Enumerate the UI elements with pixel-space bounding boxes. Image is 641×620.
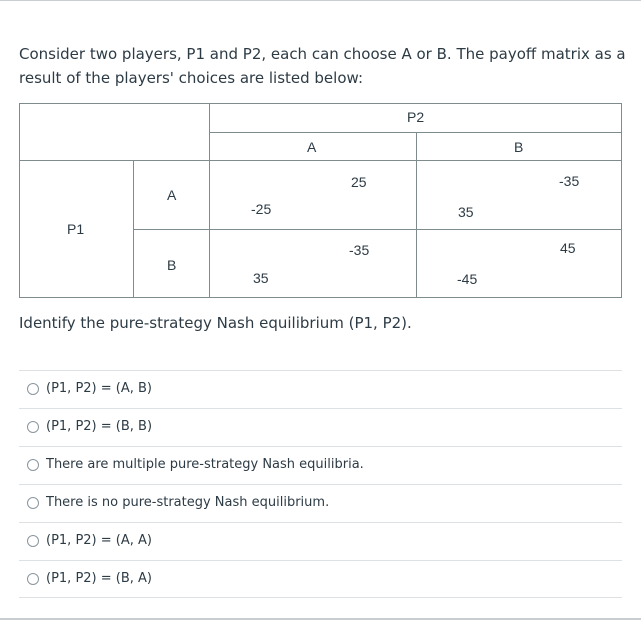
prompt-text: Identify the pure-strategy Nash equilibrium (P1, P2). (19, 314, 412, 332)
payoff-a-a-p2: 25 (351, 174, 367, 190)
answer-option-label[interactable]: (P1, P2) = (A, A) (46, 533, 152, 548)
answer-option[interactable] (19, 522, 622, 560)
payoff-cell-a-a (209, 160, 417, 230)
radio-button[interactable] (27, 573, 39, 585)
radio-button[interactable] (27, 459, 39, 471)
answer-option[interactable] (19, 484, 622, 522)
answer-option-label[interactable]: There is no pure-strategy Nash equilibrium. (46, 495, 330, 510)
answer-option[interactable] (19, 370, 622, 408)
radio-button[interactable] (27, 383, 39, 395)
answer-option-label[interactable]: (P1, P2) = (B, B) (46, 419, 153, 434)
payoff-b-b-p2: 45 (560, 240, 576, 256)
payoff-matrix (19, 103, 622, 298)
row-a-label: A (167, 187, 177, 203)
payoff-cell-a-b (416, 160, 622, 230)
answer-option-label[interactable]: (P1, P2) = (B, A) (46, 571, 153, 586)
answer-option-label[interactable]: (P1, P2) = (A, B) (46, 381, 153, 396)
p2-label: P2 (407, 109, 425, 125)
p1-header-cell (19, 160, 134, 298)
col-a-header-cell (209, 132, 417, 161)
row-b-header-cell (133, 229, 210, 298)
matrix-corner-cell (19, 103, 210, 161)
answer-option[interactable] (19, 560, 622, 598)
top-divider (0, 0, 641, 1)
payoff-b-a-p1: 35 (253, 270, 269, 286)
col-b-header-cell (416, 132, 622, 161)
payoff-a-b-p2: -35 (559, 173, 580, 189)
col-a-label: A (307, 139, 317, 155)
answer-option[interactable] (19, 446, 622, 484)
payoff-cell-b-a (209, 229, 417, 298)
radio-button[interactable] (27, 497, 39, 509)
payoff-a-a-p1: -25 (251, 201, 272, 217)
payoff-b-a-p2: -35 (349, 242, 370, 258)
radio-button[interactable] (27, 421, 39, 433)
row-a-header-cell (133, 160, 210, 230)
question-text: Consider two players, P1 and P2, each can choose A or B. The payoff matrix as a result of the players' choices are listed below: (19, 45, 626, 87)
p2-header-cell (209, 103, 622, 133)
answer-options (19, 370, 622, 598)
payoff-b-b-p1: -45 (457, 271, 478, 287)
row-b-label: B (167, 257, 177, 273)
payoff-cell-b-b (416, 229, 622, 298)
p1-label: P1 (67, 221, 85, 237)
answer-option-label[interactable]: There are multiple pure-strategy Nash equilibria. (46, 457, 364, 472)
payoff-a-b-p1: 35 (458, 204, 474, 220)
radio-button[interactable] (27, 535, 39, 547)
answer-option[interactable] (19, 408, 622, 446)
col-b-label: B (514, 139, 524, 155)
